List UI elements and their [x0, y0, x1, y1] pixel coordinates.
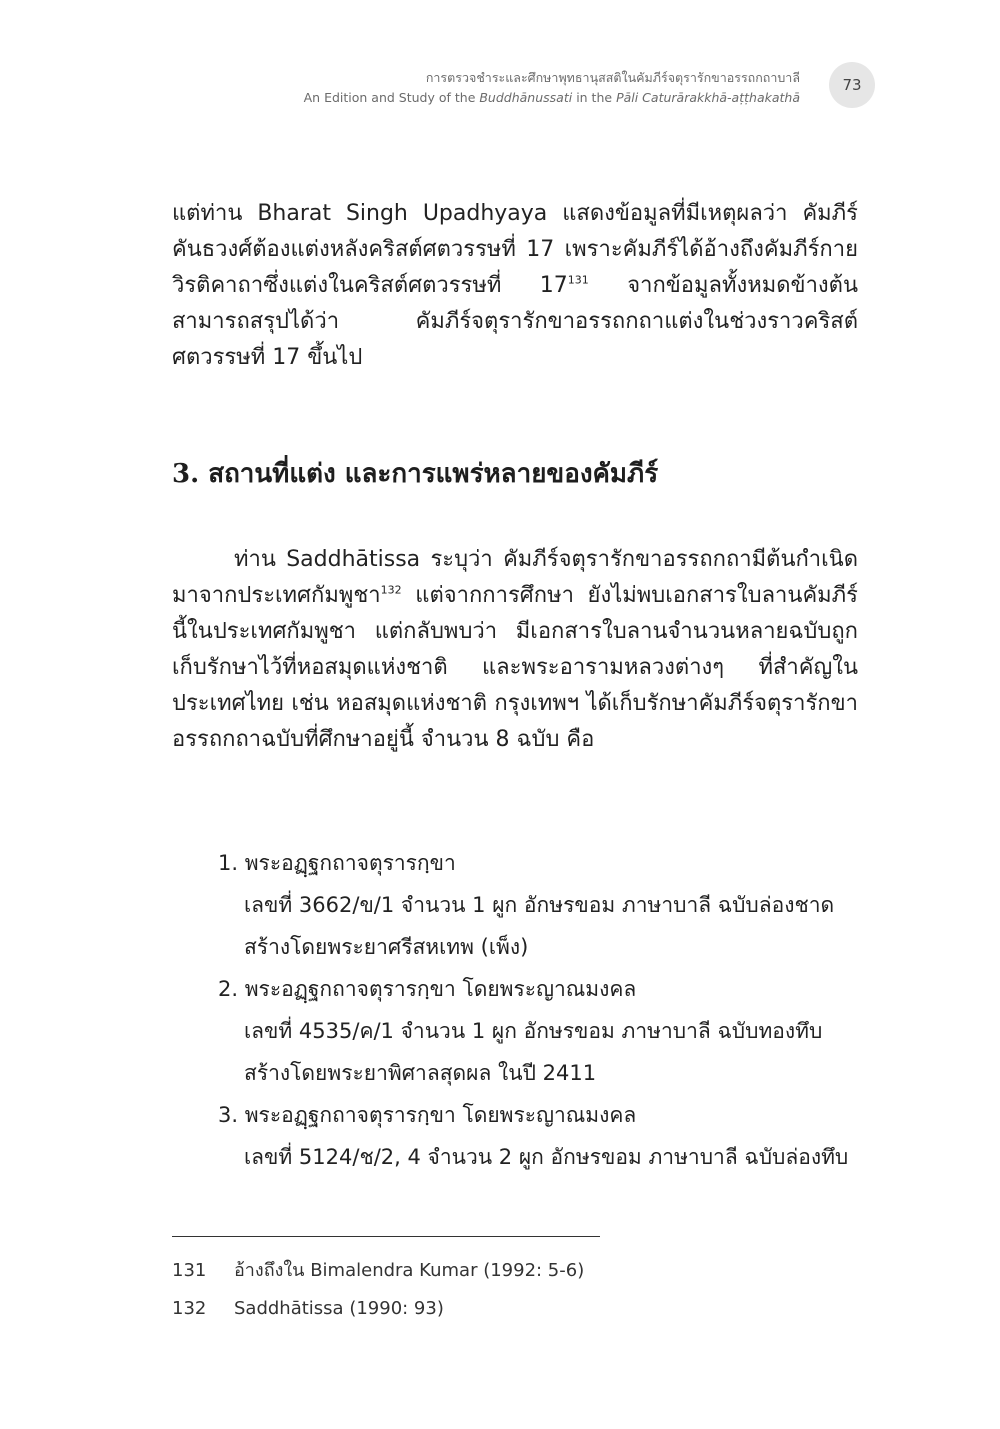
page-number: 73 — [829, 62, 875, 108]
manuscript-detail: เลขที่ 4535/ค/1 จำนวน 1 ผูก อักษรขอม ภาษาบาลี ฉบับทองทึบ — [244, 1019, 823, 1043]
running-header — [180, 68, 800, 108]
manuscript-detail: สร้างโดยพระยาศรีสหเทพ (เพ็ง) — [244, 935, 529, 959]
list-item — [218, 1094, 858, 1178]
paragraph-1 — [172, 196, 858, 376]
header-en-italic: Pāli Caturārakkhā-aṭṭhakathā — [616, 90, 800, 105]
footnote-text: อ้างถึงใน Bimalendra Kumar (1992: 5-6) — [234, 1260, 585, 1281]
manuscript-title: 1. พระอฏฺฐกถาจตุรารกฺขา — [218, 851, 456, 875]
paragraph-text: แต่ท่าน Bharat Singh Upadhyaya แสดงข้อมูลที่มีเหตุผลว่า คัมภีร์คันธวงศ์ต้องแต่งหลังคริสต์ศตวรรษที่ 17 เพราะคัมภีร์ได้อ้างถึงคัมภีร์กายวิรติคาถาซึ่งแต่งในคริสต์ศตวรรษที่ 17 — [172, 201, 858, 298]
header-en-part: in the — [572, 90, 617, 105]
header-en-italic: Buddhānussati — [479, 90, 573, 105]
manuscript-list — [218, 842, 858, 1178]
footnote-131 — [172, 1252, 858, 1290]
paragraph-2 — [172, 542, 858, 758]
paragraph-text: แต่จากการศึกษา ยังไม่พบเอกสารใบลานคัมภีร์นี้ในประเทศกัมพูชา แต่กลับพบว่า มีเอกสารใบลานจำนวนหลายฉบับถูกเก็บรักษาไว้ที่หอสมุดแห่งชาติ และพระอารามหลวงต่างๆ ที่สำคัญในประเทศไทย เช่น หอสมุดแห่งชาติ กรุงเทพฯ ได้เก็บรักษาคัมภีร์จตุรารักขาอรรถกถาฉบับที่ศึกษาอยู่นี้ จำนวน 8 ฉบับ คือ — [172, 583, 858, 752]
paragraph-text: ท่าน Saddhātissa ระบุว่า คัมภีร์จตุรารักขาอรรถกถามีต้นกำเนิดมาจากประเทศกัมพูชา — [172, 547, 858, 608]
paragraph-text: จากข้อมูลทั้งหมดข้างต้นสามารถสรุปได้ว่า คัมภีร์จตุรารักขาอรรถกถาแต่งในช่วงราวคริสต์ศตวรรษที่ 17 ขึ้นไป — [172, 273, 858, 370]
header-en-part: An Edition and Study of the — [303, 90, 480, 105]
footnote-number: 132 — [172, 1298, 207, 1319]
footnote-number: 131 — [172, 1260, 207, 1281]
manuscript-detail: สร้างโดยพระยาพิศาลสุดผล ในปี 2411 — [244, 1061, 597, 1085]
manuscript-detail: เลขที่ 5124/ช/2, 4 จำนวน 2 ผูก อักษรขอม ภาษาบาลี ฉบับล่องทึบ — [244, 1145, 849, 1169]
list-item — [218, 968, 858, 1094]
running-header-english — [180, 88, 800, 108]
footnote-separator — [172, 1236, 600, 1237]
footnote-ref-132[interactable]: 132 — [380, 583, 402, 597]
manuscript-detail: เลขที่ 3662/ข/1 จำนวน 1 ผูก อักษรขอม ภาษาบาลี ฉบับล่องชาด — [244, 893, 835, 917]
footnotes — [172, 1252, 858, 1328]
running-header-thai: การตรวจชำระและศึกษาพุทธานุสสติในคัมภีร์จตุรารักขาอรรถกถาบาลี — [425, 70, 800, 85]
manuscript-title: 3. พระอฏฺฐกถาจตุรารกฺขา โดยพระญาณมงคล — [218, 1103, 637, 1127]
manuscript-title: 2. พระอฏฺฐกถาจตุรารกฺขา โดยพระญาณมงคล — [218, 977, 637, 1001]
list-item — [218, 842, 858, 968]
footnote-ref-131[interactable]: 131 — [567, 273, 589, 287]
section-heading: 3. สถานที่แต่ง และการแพร่หลายของคัมภีร์ — [172, 459, 659, 489]
footnote-132 — [172, 1290, 858, 1328]
footnote-text: Saddhātissa (1990: 93) — [234, 1298, 444, 1319]
